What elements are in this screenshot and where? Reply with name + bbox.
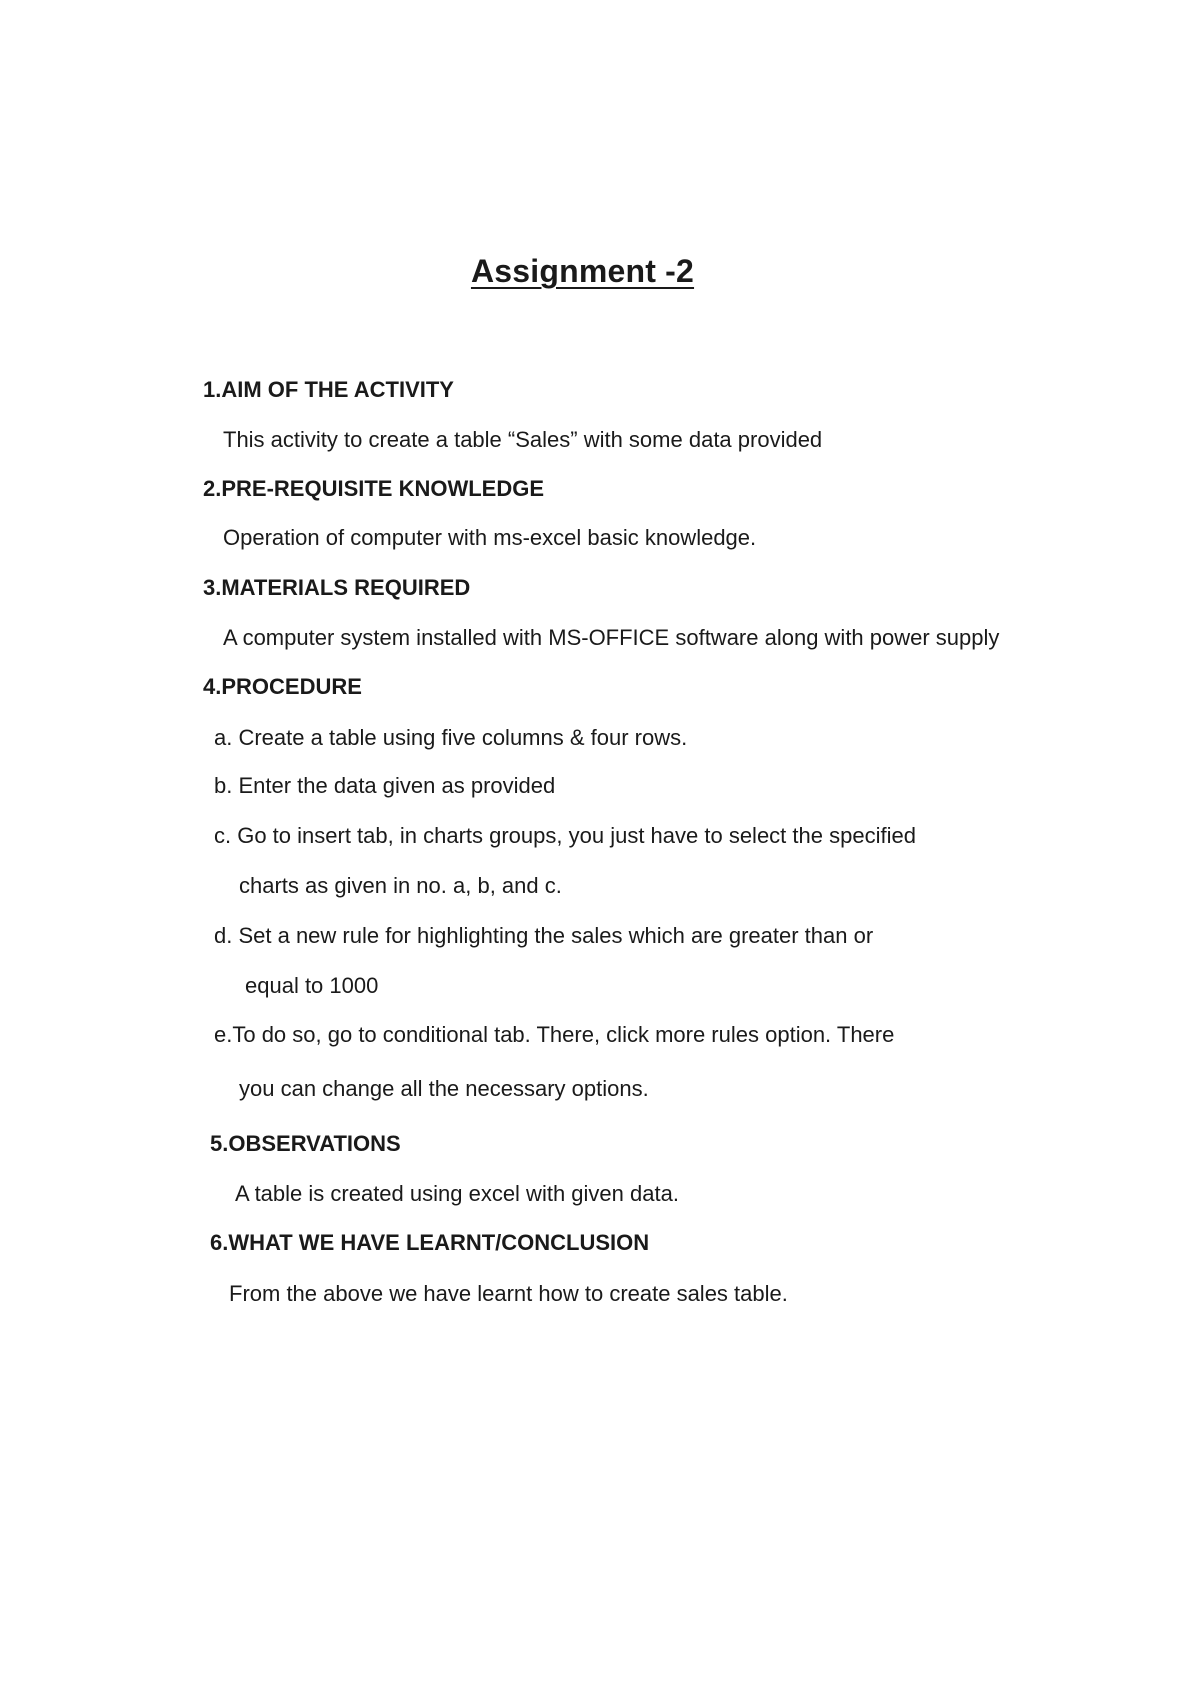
section-text-materials: A computer system installed with MS-OFFICE software along with power supply xyxy=(223,625,1000,650)
procedure-step: d. Set a new rule for highlighting the sales which are greater than or xyxy=(214,923,874,948)
section-text-observations: A table is created using excel with given data. xyxy=(235,1181,679,1206)
procedure-step-continuation: you can change all the necessary options. xyxy=(239,1076,649,1101)
section-text-aim: This activity to create a table “Sales” with some data provided xyxy=(223,427,823,452)
section-heading-aim: 1.AIM OF THE ACTIVITY xyxy=(203,377,454,402)
section-text-prerequisite: Operation of computer with ms-excel basic knowledge. xyxy=(223,525,757,550)
procedure-step: a. Create a table using five columns & four rows. xyxy=(214,725,688,750)
section-heading-procedure: 4.PROCEDURE xyxy=(203,674,362,699)
procedure-step: b. Enter the data given as provided xyxy=(214,773,556,798)
section-heading-prerequisite: 2.PRE-REQUISITE KNOWLEDGE xyxy=(203,476,545,501)
procedure-step: c. Go to insert tab, in charts groups, you just have to select the specified xyxy=(214,823,916,848)
document-title: Assignment -2 xyxy=(470,253,695,289)
procedure-step-continuation: charts as given in no. a, b, and c. xyxy=(239,873,562,898)
section-heading-materials: 3.MATERIALS REQUIRED xyxy=(203,575,471,600)
procedure-step: e.To do so, go to conditional tab. There, click more rules option. There xyxy=(214,1022,895,1047)
section-heading-observations: 5.OBSERVATIONS xyxy=(210,1131,401,1156)
section-text-conclusion: From the above we have learnt how to create sales table. xyxy=(229,1281,788,1306)
procedure-step-continuation: equal to 1000 xyxy=(245,973,379,998)
section-heading-conclusion: 6.WHAT WE HAVE LEARNT/CONCLUSION xyxy=(210,1230,650,1255)
